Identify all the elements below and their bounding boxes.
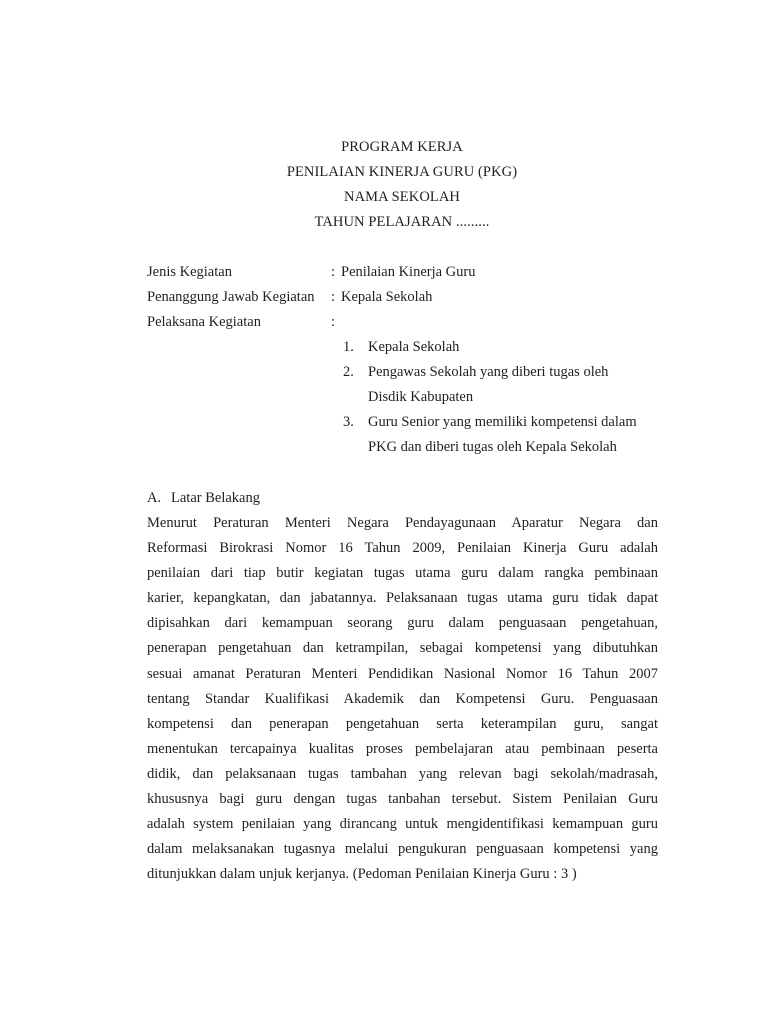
paragraph-line: didik, dan pelaksanaan tugas tambahan yang relevan bagi sekolah/madrasah, [147, 765, 658, 782]
info-label: Pelaksana Kegiatan [147, 314, 261, 330]
list-item-text: Kepala Sekolah [368, 339, 460, 355]
body-paragraph [147, 511, 658, 887]
list-item-text: Pengawas Sekolah yang diberi tugas oleh [368, 364, 609, 380]
title-line-school: NAMA SEKOLAH [344, 189, 460, 205]
paragraph-line: adalah system penilaian yang dirancang untuk mengidentifikasi kemampuan guru [147, 816, 658, 833]
info-colon: : [331, 289, 336, 305]
list-item-text: Guru Senior yang memiliki kompetensi dalam [368, 414, 637, 430]
paragraph-line: menentukan tercapainya kualitas proses pembelajaran atau pembinaan peserta [147, 740, 658, 757]
list-item-text-cont: PKG dan diberi tugas oleh Kepala Sekolah [368, 439, 617, 455]
paragraph-line: karier, kepangkatan, dan jabatannya. Pelaksanaan tugas utama guru tidak dapat [147, 590, 658, 607]
paragraph-line: penilaian dari tiap butir kegiatan tugas utama guru dalam rangka pembinaan [147, 565, 658, 582]
title-line-pkg: PENILAIAN KINERJA GURU (PKG) [286, 164, 518, 180]
paragraph-line: tentang Standar Kualifikasi Akademik dan Kompetensi Guru. Penguasaan [147, 690, 658, 707]
list-item-text-cont: Disdik Kabupaten [368, 389, 474, 405]
paragraph-line: dipisahkan dari kemampuan seorang guru dalam penguasaan pengetahuan, [147, 615, 658, 632]
list-number: 3. [343, 414, 354, 430]
list-item [343, 410, 673, 460]
info-value: Kepala Sekolah [341, 289, 433, 305]
info-colon: : [331, 314, 336, 330]
info-label: Jenis Kegiatan [147, 264, 232, 280]
title-line-program: PROGRAM KERJA [341, 139, 463, 155]
info-row-pelaksana [147, 310, 667, 335]
paragraph-line: Reformasi Birokrasi Nomor 16 Tahun 2009, Penilaian Kinerja Guru adalah [147, 540, 658, 557]
title-line-year: TAHUN PELAJARAN ......... [314, 214, 490, 230]
info-label: Penanggung Jawab Kegiatan [147, 289, 315, 305]
list-number: 2. [343, 364, 354, 380]
activity-info [147, 260, 667, 335]
list-item [343, 335, 673, 360]
section-title: Latar Belakang [171, 490, 260, 506]
info-row-penanggung-jawab [147, 285, 667, 310]
paragraph-line: kompetensi dan penerapan pengetahuan serta keterampilan guru, sangat [147, 715, 658, 732]
executor-list [343, 335, 673, 460]
paragraph-line: khususnya bagi guru dengan tugas tanbahan tersebut. Sistem Penilaian Guru [147, 791, 658, 808]
list-number: 1. [343, 339, 354, 355]
paragraph-line: penerapan pengetahuan dan ketrampilan, sebagai kompetensi yang dibutuhkan [147, 640, 658, 657]
paragraph-line: ditunjukkan dalam unjuk kerjanya. (Pedoman Penilaian Kinerja Guru : 3 ) [147, 866, 577, 883]
document-title [0, 135, 768, 235]
paragraph-line: dalam melaksanakan tugasnya melalui pengukuran penguasaan kompetensi yang [147, 841, 658, 858]
paragraph-line: sesuai amanat Peraturan Menteri Pendidikan Nasional Nomor 16 Tahun 2007 [147, 665, 658, 682]
list-item [343, 360, 673, 410]
info-colon: : [331, 264, 336, 280]
info-row-jenis [147, 260, 667, 285]
section-letter: A. [147, 490, 162, 506]
section-heading [147, 486, 260, 511]
info-value: Penilaian Kinerja Guru [341, 264, 476, 280]
paragraph-line: Menurut Peraturan Menteri Negara Pendayagunaan Aparatur Negara dan [147, 515, 658, 531]
